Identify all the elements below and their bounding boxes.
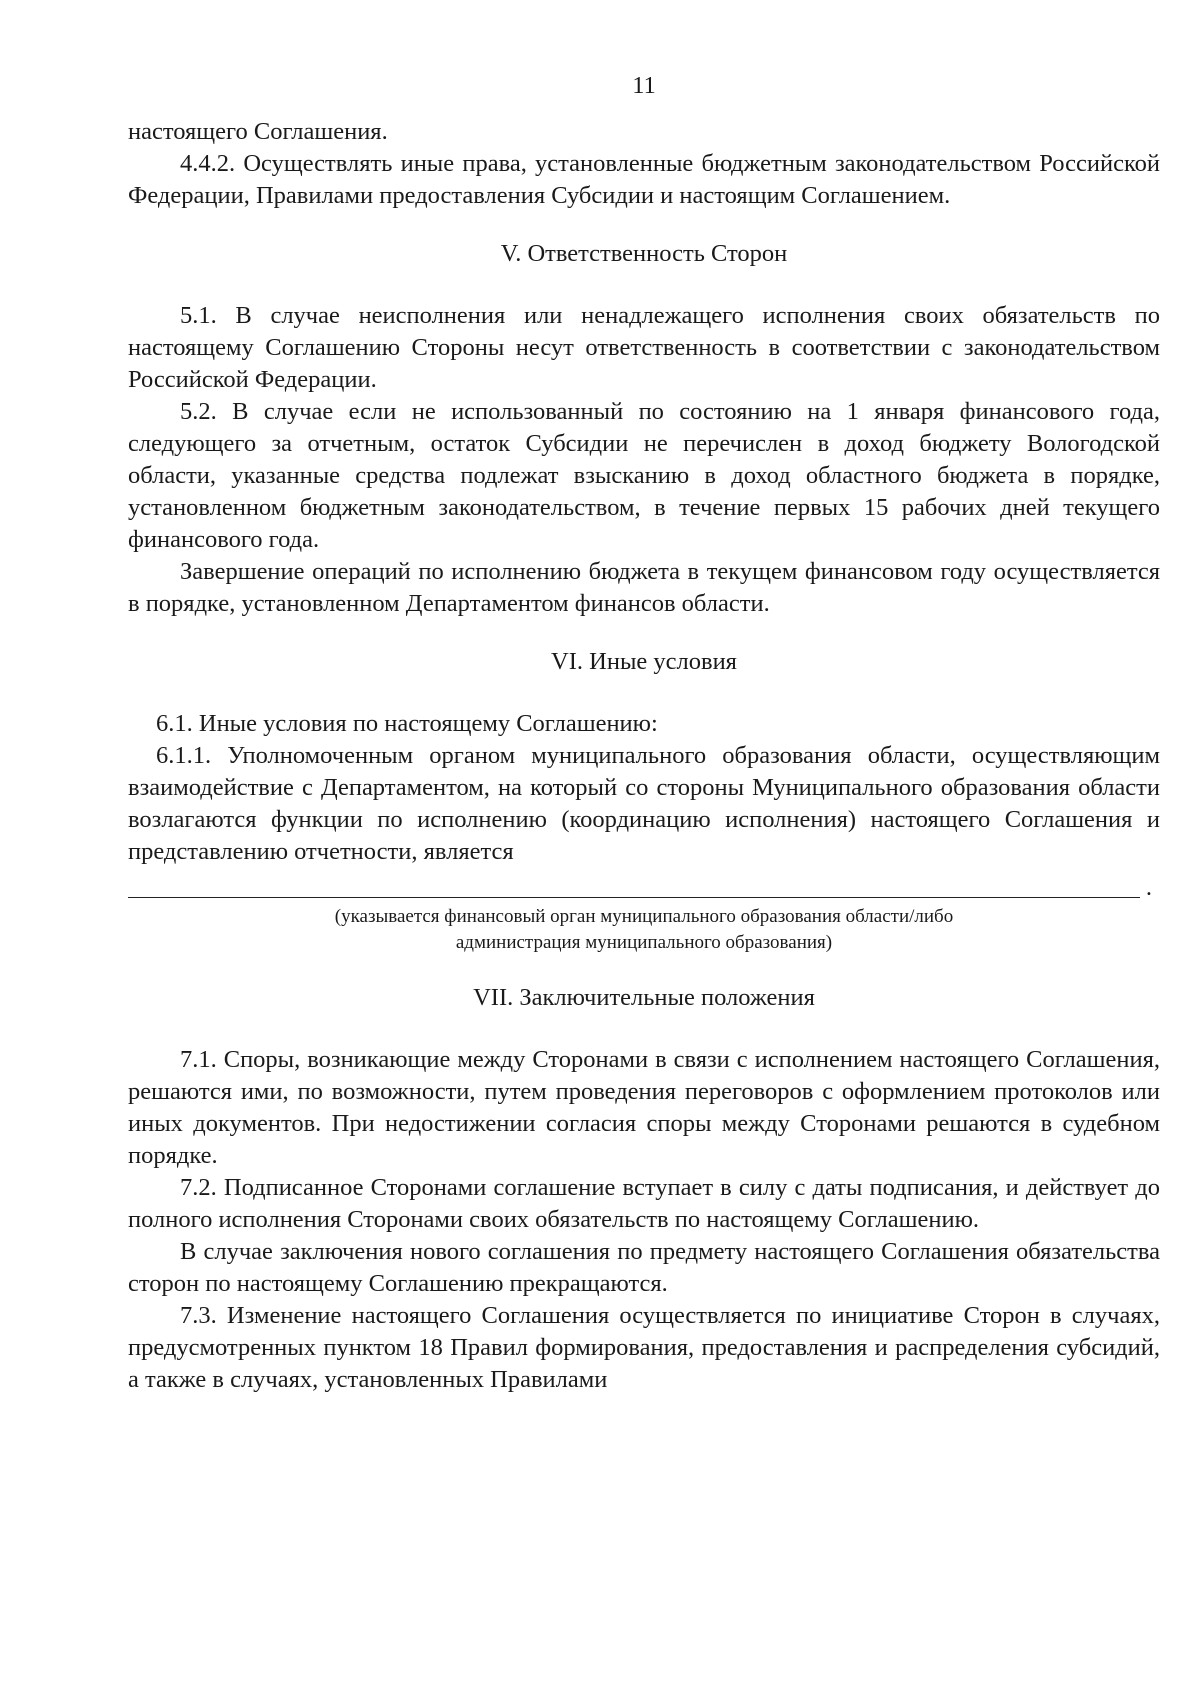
fill-in-underline xyxy=(128,897,1140,898)
clause-5-2: 5.2. В случае если не использованный по состоянию на 1 января финансового года, следующего за отчетным, остаток Субсидии не перечислен в доход бюджету Вологодской области, указанные средства подлежат взысканию в доход областного бюджета в порядке, установленном бюджетным законодательством, в течение первых 15 рабочих дней текущего финансового года. xyxy=(128,398,1160,553)
clause-7-3: 7.3. Изменение настоящего Соглашения осуществляется по инициативе Сторон в случаях, предусмотренных пунктом 18 Правил формирования, предоставления и распределения субсидий, а также в случаях, установленных Правилами xyxy=(128,1302,1160,1393)
continuation-text: настоящего Соглашения. xyxy=(128,118,388,145)
fill-in-blank xyxy=(128,870,1160,904)
fill-in-period: . xyxy=(1145,873,1152,901)
page-number: 11 xyxy=(632,72,656,99)
clause-4-4-2: 4.4.2. Осуществлять иные права, установленные бюджетным законодательством Российской Федерации, Правилами предоставления Субсидии и настоящим Соглашением. xyxy=(128,150,1160,209)
section-7-heading: VII. Заключительные положения xyxy=(473,984,815,1011)
clause-5-1: 5.1. В случае неисполнения или ненадлежащего исполнения своих обязательств по настоящему Соглашению Стороны несут ответственность в соответствии с законодательством Российской Федерации. xyxy=(128,302,1160,393)
clause-5-2-continuation: Завершение операций по исполнению бюджета в текущем финансовом году осуществляется в порядке, установленном Департаментом финансов области. xyxy=(128,558,1160,617)
clause-7-2: 7.2. Подписанное Сторонами соглашение вступает в силу с даты подписания, и действует до полного исполнения Сторонами своих обязательств по настоящему Соглашению. xyxy=(128,1174,1160,1233)
clause-6-1: 6.1. Иные условия по настоящему Соглашению: xyxy=(156,710,658,737)
clause-7-2-continuation: В случае заключения нового соглашения по предмету настоящего Соглашения обязательства сторон по настоящему Соглашению прекращаются. xyxy=(128,1238,1160,1297)
blank-footnote xyxy=(128,904,1160,956)
section-5-heading: V. Ответственность Сторон xyxy=(500,240,788,267)
clause-7-1: 7.1. Споры, возникающие между Сторонами в связи с исполнением настоящего Соглашения, решаются ими, по возможности, путем проведения переговоров с оформлением протоколов или иных документов. При недостижении согласия споры между Сторонами решаются в судебном порядке. xyxy=(128,1046,1160,1169)
section-6-heading: VI. Иные условия xyxy=(551,648,737,675)
footnote-line-2: администрация муниципального образования) xyxy=(455,932,833,953)
document-page xyxy=(128,70,1160,1396)
clause-6-1-1: 6.1.1. Уполномоченным органом муниципального образования области, осуществляющим взаимодействие с Департаментом, на который со стороны Муниципального образования области возлагаются функции по исполнению (координацию исполнения) настоящего Соглашения и представлению отчетности, является xyxy=(128,742,1160,865)
footnote-line-1: (указывается финансовый орган муниципального образования области/либо xyxy=(334,906,954,927)
